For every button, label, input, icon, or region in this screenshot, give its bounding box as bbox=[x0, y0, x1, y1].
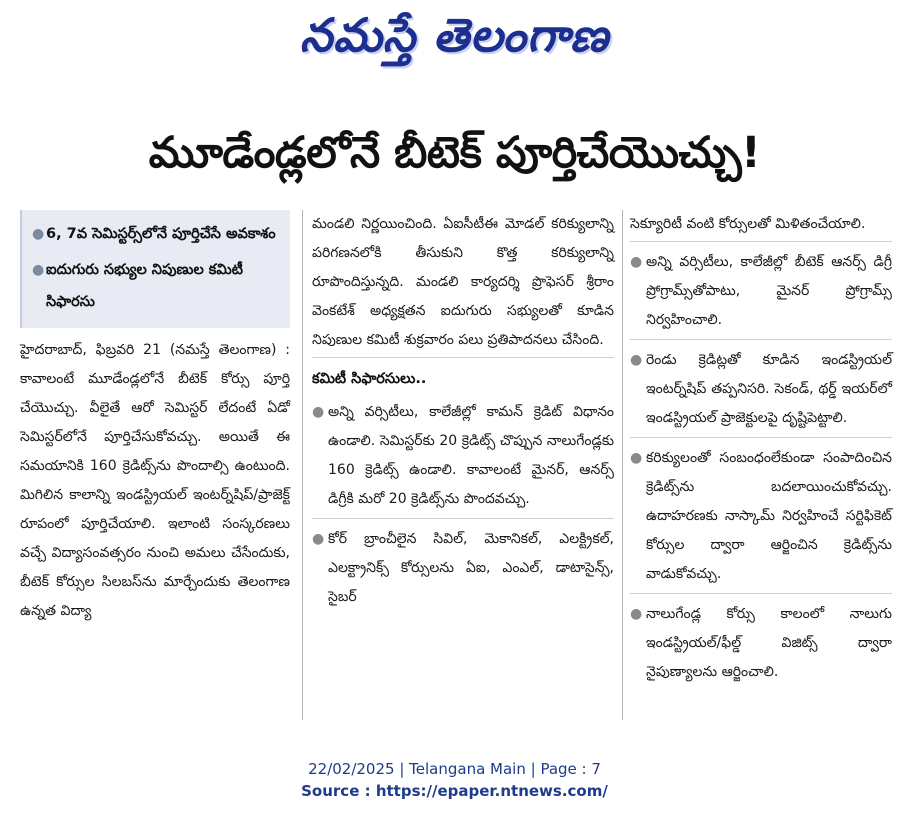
bullet-icon: ● bbox=[630, 352, 643, 368]
recommendation-text: రెండు క్రెడిట్లతో కూడిన ఇండస్ట్రియల్‌ ఇంటర్న్‌షిప్‌ తప్పనిసరి. సెకండ్‌, థర్డ్‌ ఇయర్‌లో ఇండస్ట్రియల్‌ ప్రాజెక్టులపై దృష్టిపెట్టాలి. bbox=[646, 352, 892, 426]
bullet-icon: ● bbox=[312, 531, 325, 547]
bullet-icon: ● bbox=[630, 254, 643, 270]
masthead-logo bbox=[0, 6, 909, 76]
headline: మూడేండ్లలోనే బీటెక్‌ పూర్తిచేయొచ్చు! bbox=[148, 128, 761, 178]
divider bbox=[630, 339, 892, 340]
recommendation-text: నాలుగేండ్ల కోర్సు కాలంలో నాలుగు ఇండస్ట్రియల్‌/ఫీల్డ్‌ విజిట్స్‌ ద్వారా నైపుణ్యాలను ఆర్జించాలి. bbox=[646, 606, 892, 680]
recommendation-item bbox=[630, 346, 892, 433]
column-1 bbox=[20, 210, 290, 626]
divider bbox=[630, 593, 892, 594]
highlight-text: 6, 7వ సెమిస్టర్స్‌లోనే పూర్తిచేసే అవకాశం bbox=[46, 226, 276, 242]
divider bbox=[630, 241, 892, 242]
recommendation-item bbox=[630, 444, 892, 589]
recommendation-text: కోర్‌ బ్రాంచీలైన సివిల్‌, మెకానికల్‌, ఎలక్ట్రికల్‌, ఎలక్ట్రానిక్స్‌ కోర్సులను ఏఐ, ఎంఎల్‌, డాటాసైన్స్‌, సైబర్‌ bbox=[328, 531, 614, 605]
source-link[interactable]: Source : https://epaper.ntnews.com/ bbox=[301, 782, 608, 800]
column-divider bbox=[302, 210, 303, 720]
column-divider bbox=[622, 210, 623, 720]
divider bbox=[312, 518, 614, 519]
body-paragraph: మండలి నిర్ణయించింది. ఏఐసీటీఈ మోడల్‌ కరిక్యులాన్ని పరిగణనలోకి తీసుకుని కొత్త కరిక్యులాన్ని రూపొందిస్తున్నది. మండలి కార్యదర్శి ప్రొఫెసర్‌ శ్రీరాం వెంకటేశ్‌ అధ్యక్షతన ఐదుగురు సభ్యులతో కూడిన నిపుణుల కమిటీ శుక్రవారం పలు ప్రతిపాదనలు చేసింది. bbox=[312, 216, 614, 348]
highlight-item bbox=[32, 254, 282, 318]
highlight-item bbox=[32, 218, 282, 250]
recommendation-text: అన్ని వర్సిటీలు, కాలేజీల్లో బీటెక్‌ ఆనర్స్‌ డిగ్రీ ప్రోగ్రామ్స్‌తోపాటు, మైనర్‌ ప్రోగ్రామ్స్‌ నిర్వహించాలి. bbox=[646, 254, 892, 328]
recommendation-item bbox=[630, 600, 892, 687]
highlights-box bbox=[20, 210, 290, 328]
recommendation-text: కరిక్యులంతో సంబంధంలేకుండా సంపాదించిన క్రెడిట్స్‌ను బదలాయించుకోవచ్చు. ఉదాహరణకు నాస్కామ్‌ నిర్వహించే సర్టిఫికెట్‌ కోర్సుల ద్వారా ఆర్జించిన క్రెడిట్స్‌ను వాడుకోవచ్చు. bbox=[646, 450, 892, 582]
recommendation-item bbox=[312, 398, 614, 514]
bullet-icon: ● bbox=[630, 450, 643, 466]
intro-paragraph: హైదరాబాద్‌, ఫిబ్రవరి 21 (నమస్తే తెలంగాణ) : కావాలంటే మూడేండ్లలోనే బీటెక్‌ కోర్సు పూర్తి చేయొచ్చు. వీలైతే ఆరో సెమిస్టర్‌ లేదంటే ఏడో సెమిస్టర్‌లోనే పూర్తిచేసుకోవచ్చు. అయితే ఈ సమయానికి 160 క్రెడిట్స్‌ను పొందాల్సి ఉంటుంది. మిగిలిన కాలాన్ని ఇండస్ట్రియల్‌ ఇంటర్న్‌షిప్‌/ప్రాజెక్ట్‌ రూపంలో పూర్తిచేయాలి. ఇలాంటి సంస్కరణలు వచ్చే విద్యాసంవత్సరం నుంచి అమలు చేసేందుకు, బీటెక్‌ కోర్సుల సిలబస్‌ను మార్చేందుకు తెలంగాణ ఉన్నత విద్యా bbox=[20, 342, 290, 619]
bullet-icon: ● bbox=[32, 226, 45, 242]
column-3 bbox=[630, 210, 892, 691]
recommendation-item bbox=[312, 525, 614, 612]
recommendation-item bbox=[630, 248, 892, 335]
masthead-title: నమస్తే తెలంగాణ bbox=[299, 8, 610, 62]
column-2 bbox=[312, 210, 614, 616]
subheading: కమిటీ సిఫారసులు.. bbox=[312, 371, 427, 387]
continuation-text: సెక్యూరిటీ వంటి కోర్సులతో మిళితంచేయాలి. bbox=[630, 216, 866, 232]
divider bbox=[312, 357, 614, 358]
bullet-icon: ● bbox=[312, 404, 325, 420]
edition-info: 22/02/2025 | Telangana Main | Page : 7 bbox=[308, 760, 601, 778]
bullet-icon: ● bbox=[630, 606, 643, 622]
bullet-icon: ● bbox=[32, 262, 45, 278]
recommendation-text: అన్ని వర్సిటీలు, కాలేజీల్లో కామన్‌ క్రెడిట్‌ విధానం ఉండాలి. సెమిస్టర్‌కు 20 క్రెడిట్స్‌ చొప్పున నాలుగేండ్లకు 160 క్రెడిట్స్‌ ఉండాలి. కావాలంటే మైనర్‌, ఆనర్స్‌ డిగ్రీకి మరో 20 క్రెడిట్స్‌ను పొందవచ్చు. bbox=[328, 404, 614, 507]
divider bbox=[630, 437, 892, 438]
highlight-text: ఐదుగురు సభ్యుల నిపుణుల కమిటీ సిఫారసు bbox=[46, 262, 243, 310]
footer bbox=[0, 758, 909, 802]
